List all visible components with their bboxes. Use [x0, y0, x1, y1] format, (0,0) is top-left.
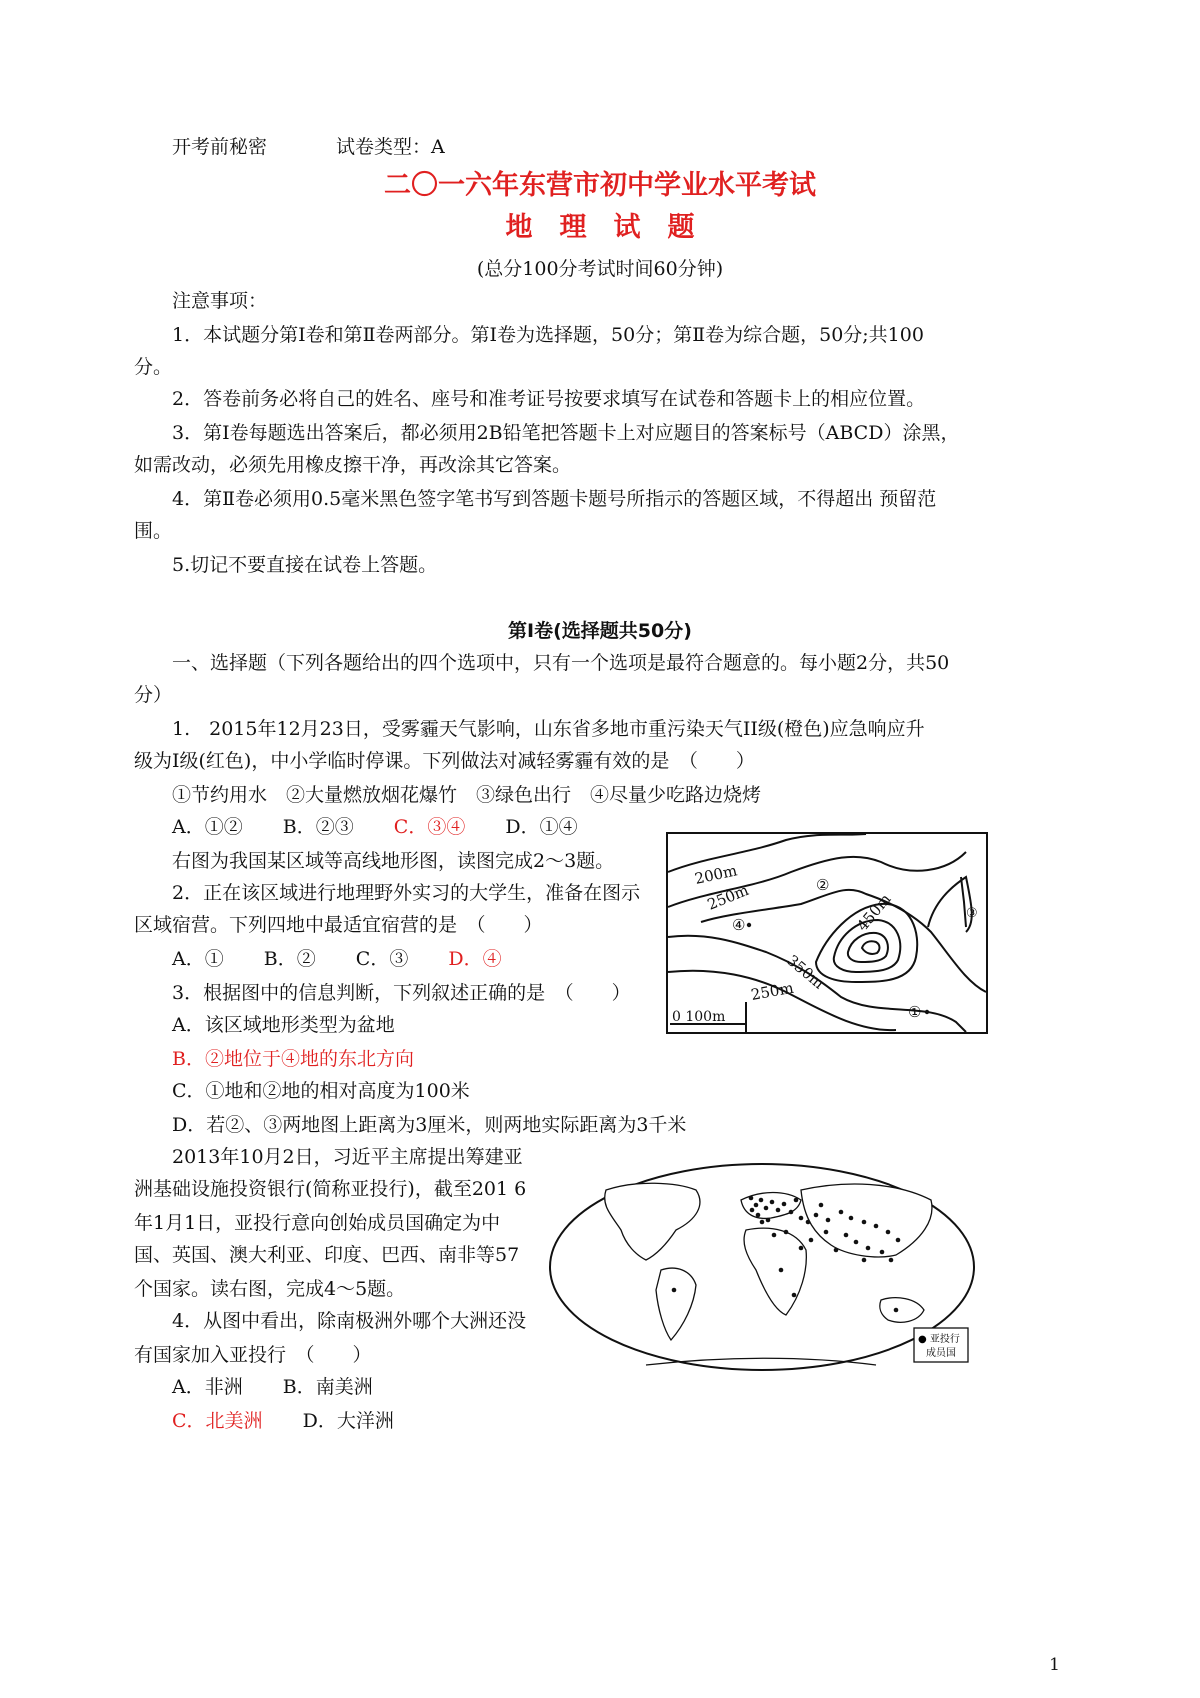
- page-title: 二〇一六年东营市初中学业水平考试: [384, 170, 816, 201]
- note-4-cont: 围。: [134, 520, 173, 542]
- contour-label-200: 200m: [693, 861, 739, 888]
- note-3-cont: 如需改动，必须先用橡皮擦干净，再改涂其它答案。: [134, 454, 572, 476]
- passage-line-1: 2013年10月2日，习近平主席提出筹建亚: [172, 1146, 523, 1168]
- q3-option-c: C．①地和②地的相对高度为100米: [172, 1080, 470, 1102]
- page-subtitle: 地 理 试 题: [505, 212, 695, 243]
- member-country-dot: [784, 1230, 789, 1235]
- member-country-dot: [766, 1218, 771, 1223]
- member-country-dot: [749, 1196, 754, 1201]
- q4-options-row1: [172, 1374, 407, 1400]
- member-country-dot: [750, 1208, 755, 1213]
- point-1: ①: [908, 1003, 922, 1021]
- q2-option-d: D．④: [448, 948, 502, 970]
- member-country-dot: [789, 1210, 794, 1215]
- member-country-dot: [806, 1220, 811, 1225]
- passage-line-4: 国、英国、澳大利亚、印度、巴西、南非等57: [134, 1244, 520, 1266]
- notes-heading: 注意事项：: [172, 290, 268, 312]
- q4-option-a: A．非洲: [172, 1376, 243, 1398]
- q2-option-c: C．③: [355, 948, 409, 970]
- q2-stem: 2．正在该区域进行地理野外实习的大学生，准备在图示: [172, 882, 641, 904]
- note-4: 4．第Ⅱ卷必须用0.5毫米黑色签字笔书写到答题卡题号所指示的答题区域，不得超出 预留范: [172, 488, 937, 510]
- q3-stem: 3．根据图中的信息判断，下列叙述正确的是 （ ）: [172, 982, 631, 1004]
- page-number: 1: [1049, 1655, 1060, 1675]
- q4-option-d: D．大洋洲: [302, 1410, 394, 1432]
- member-country-dot: [799, 1246, 804, 1251]
- q4-stem-cont: 有国家加入亚投行 （ ）: [134, 1344, 372, 1366]
- q1-option-c: C．③④: [393, 816, 466, 838]
- q1-stem-cont: 级为I级(红色)，中小学临时停课。下列做法对减轻雾霾有效的是 （ ）: [134, 750, 755, 772]
- point-4: ④: [732, 916, 746, 934]
- passage-line-3: 年1月1日，亚投行意向创始成员国确定为中: [134, 1212, 501, 1234]
- note-1: 1．本试题分第Ⅰ卷和第Ⅱ卷两部分。第Ⅰ卷为选择题，50分；第Ⅱ卷为综合题，50分;共100: [172, 324, 924, 346]
- q1-stem: 1. 2015年12月23日，受雾霾天气影响，山东省多地市重污染天气II级(橙色)应急响应升: [172, 718, 925, 740]
- world-map: [546, 1160, 978, 1374]
- member-country-dot: [754, 1203, 759, 1208]
- member-country-dot: [826, 1218, 831, 1223]
- q2-stem-cont: 区域宿营。下列四地中最适宜宿营的是 （ ）: [134, 914, 543, 936]
- note-2: 2．答卷前务必将自己的姓名、座号和准考证号按要求填写在试卷和答题卡上的相应位置。: [172, 388, 926, 410]
- member-country-dot: [759, 1198, 764, 1203]
- q4-stem: 4．从图中看出，除南极洲外哪个大洲还没: [172, 1310, 527, 1332]
- member-country-dot: [862, 1220, 867, 1225]
- exam-info: (总分100分考试时间60分钟): [476, 258, 724, 280]
- member-country-dot: [844, 1233, 849, 1238]
- section-heading: 第Ⅰ卷(选择题共50分): [508, 620, 692, 642]
- contour-label-250-north: 250m: [704, 880, 752, 914]
- q2-options: [172, 946, 536, 972]
- member-country-dot: [874, 1224, 879, 1229]
- member-country-dot: [854, 1240, 859, 1245]
- passage-line-5: 个国家。读右图，完成4～5题。: [134, 1278, 406, 1300]
- scale-label: 0 100m: [672, 1009, 726, 1025]
- member-country-dot: [770, 1200, 775, 1205]
- section-intro-cont: 分）: [134, 684, 173, 706]
- contour-label-450: 450m: [853, 890, 895, 935]
- q1-items: ①节约用水 ②大量燃放烟花爆竹 ③绿色出行 ④尽量少吃路边烧烤: [172, 784, 762, 806]
- member-country-dot: [814, 1213, 819, 1218]
- member-country-dot: [824, 1230, 829, 1235]
- header-secret: 开考前秘密: [172, 136, 268, 158]
- member-country-dot: [862, 1258, 867, 1263]
- member-country-dot: [792, 1293, 797, 1298]
- q2-lead: 右图为我国某区域等高线地形图，读图完成2～3题。: [172, 850, 615, 872]
- member-country-dot: [772, 1233, 777, 1238]
- member-country-dot: [839, 1210, 844, 1215]
- member-country-dot: [834, 1248, 839, 1253]
- q1-option-b: B．②③: [282, 816, 354, 838]
- contour-label-350: 350m: [783, 951, 828, 993]
- note-1-cont: 分。: [134, 356, 173, 378]
- contour-label-250-south: 250m: [749, 978, 795, 1004]
- passage-line-2: 洲基础设施投资银行(简称亚投行)，截至201 6: [134, 1178, 527, 1200]
- member-country-dot: [889, 1258, 894, 1263]
- q1-options: [172, 814, 612, 840]
- member-country-dot: [886, 1230, 891, 1235]
- member-country-dot: [776, 1208, 781, 1213]
- member-country-dot: [794, 1198, 799, 1203]
- q4-options-row2: [172, 1408, 428, 1434]
- contour-map: [666, 832, 988, 1034]
- member-country-dot: [760, 1220, 765, 1225]
- q1-option-d: D．①④: [505, 816, 578, 838]
- q3-option-a: A．该区域地形类型为盆地: [172, 1014, 395, 1036]
- point-2: ②: [816, 876, 830, 894]
- member-country-dot: [782, 1202, 787, 1207]
- member-country-dot: [896, 1238, 901, 1243]
- legend-line-1: ● 亚投行: [918, 1334, 960, 1345]
- member-country-dot: [894, 1308, 899, 1313]
- q4-option-b: B．南美洲: [282, 1376, 373, 1398]
- section-intro: 一、选择题（下列各题给出的四个选项中，只有一个选项是最符合题意的。每小题2分，共50: [172, 652, 950, 674]
- member-country-dot: [756, 1213, 761, 1218]
- header-paper-type: 试卷类型：A: [336, 136, 445, 158]
- member-country-dot: [799, 1216, 804, 1221]
- member-country-dot: [849, 1216, 854, 1221]
- member-country-dot: [764, 1206, 769, 1211]
- member-country-dot: [779, 1268, 784, 1273]
- point-3: ③: [966, 906, 978, 921]
- q2-option-b: B．②: [263, 948, 316, 970]
- member-country-dot: [809, 1238, 814, 1243]
- q2-option-a: A．①: [172, 948, 224, 970]
- legend-line-2: 成员国: [926, 1348, 956, 1359]
- q1-option-a: A．①②: [172, 816, 243, 838]
- note-3: 3．第Ⅰ卷每题选出答案后，都必须用2B铅笔把答题卡上对应题目的答案标号（ABCD）涂黑，: [172, 422, 960, 444]
- q3-option-d: D．若②、③两地图上距离为3厘米，则两地实际距离为3千米: [172, 1114, 687, 1136]
- member-country-dot: [819, 1203, 824, 1208]
- q4-option-c: C．北美洲: [172, 1410, 263, 1432]
- member-country-dot: [672, 1288, 677, 1293]
- member-country-dot: [880, 1250, 885, 1255]
- member-country-dot: [866, 1246, 871, 1251]
- note-5: 5.切记不要直接在试卷上答题。: [172, 554, 438, 576]
- q3-option-b: B．②地位于④地的东北方向: [172, 1048, 414, 1070]
